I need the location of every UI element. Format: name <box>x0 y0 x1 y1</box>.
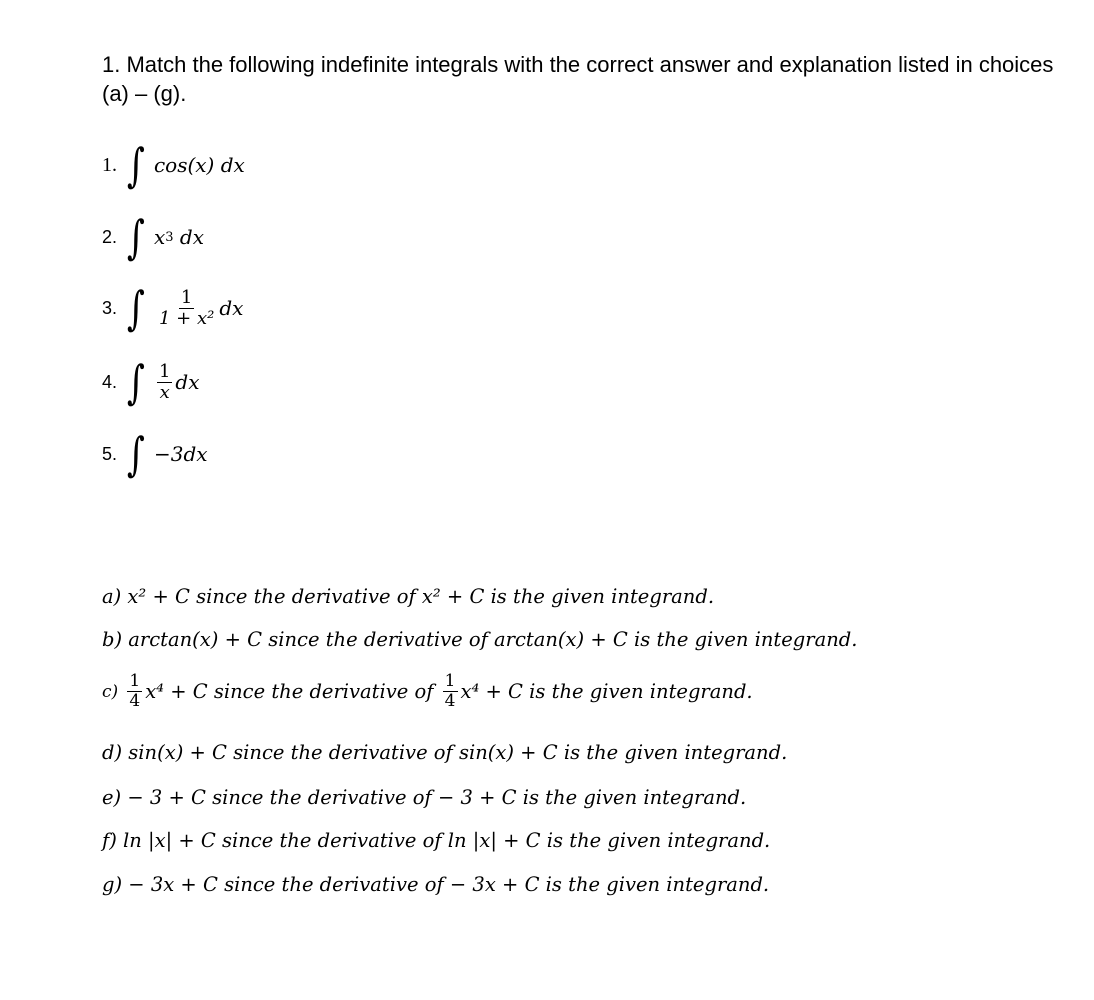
integral-number: 5. <box>102 443 118 464</box>
fraction-numerator: 1 <box>180 286 193 308</box>
fraction <box>443 672 458 711</box>
choice-c <box>102 672 753 711</box>
integral-sign-icon: ∫ <box>126 210 145 264</box>
integral-number: 4. <box>102 371 118 392</box>
integral-item-2 <box>102 207 204 267</box>
question-text: 1. Match the following indefinite integrals with the correct answer and explanation listed in choices (a) – (g). <box>102 52 1054 106</box>
choice-label: c) <box>102 681 119 702</box>
fraction-denominator: x <box>159 381 170 403</box>
choice-g: g) − 3x + C since the derivative of − 3x + C is the given integrand. <box>102 873 770 896</box>
choice-a: a) x² + C since the derivative of x² + C is the given integrand. <box>102 585 715 608</box>
fraction-denominator: 4 <box>129 691 141 711</box>
integral-number: 2. <box>102 226 118 247</box>
integral-sign-icon: ∫ <box>126 281 145 335</box>
fraction-numerator: 1 <box>158 360 171 382</box>
integral-sign-icon: ∫ <box>126 427 145 481</box>
choice-text-part1: x⁴ + C since the derivative of <box>145 680 434 703</box>
fraction-denominator: 4 <box>444 691 456 711</box>
fraction <box>157 362 172 403</box>
integral-item-3 <box>102 278 243 338</box>
fraction-numerator: 1 <box>129 671 141 691</box>
choice-b: b) arctan(x) + C since the derivative of arctan(x) + C is the given integrand. <box>102 628 858 651</box>
integrand-differential: dx <box>175 370 200 394</box>
choice-d: d) sin(x) + C since the derivative of sin(x) + C is the given integrand. <box>102 741 788 764</box>
integral-item-5 <box>102 424 208 484</box>
integral-number: 3. <box>102 297 118 318</box>
integral-item-4 <box>102 352 200 412</box>
integrand-exponent: 3 <box>165 229 174 245</box>
fraction-numerator: 1 <box>444 671 456 691</box>
choice-text-part2: x⁴ + C is the given integrand. <box>460 680 753 703</box>
integrand <box>154 225 204 249</box>
integrand: cos(x) dx <box>153 153 245 177</box>
choice-f: f) ln |x| + C since the derivative of ln |x| + C is the given integrand. <box>102 829 771 852</box>
integrand <box>154 362 200 403</box>
integrand <box>154 288 243 329</box>
integrand-base: x <box>153 225 166 249</box>
fraction <box>157 288 216 329</box>
integral-item-1 <box>102 135 245 195</box>
fraction-denominator: 1 + x² <box>158 307 215 329</box>
integrand-differential: dx <box>179 225 204 249</box>
choice-e: e) − 3 + C since the derivative of − 3 + C is the given integrand. <box>102 786 747 809</box>
integral-sign-icon: ∫ <box>126 355 145 409</box>
integrand: −3dx <box>153 442 208 466</box>
fraction <box>127 672 142 711</box>
integrand-differential: dx <box>219 296 244 320</box>
integral-sign-icon: ∫ <box>126 138 145 192</box>
integral-number: 1. <box>102 153 117 176</box>
